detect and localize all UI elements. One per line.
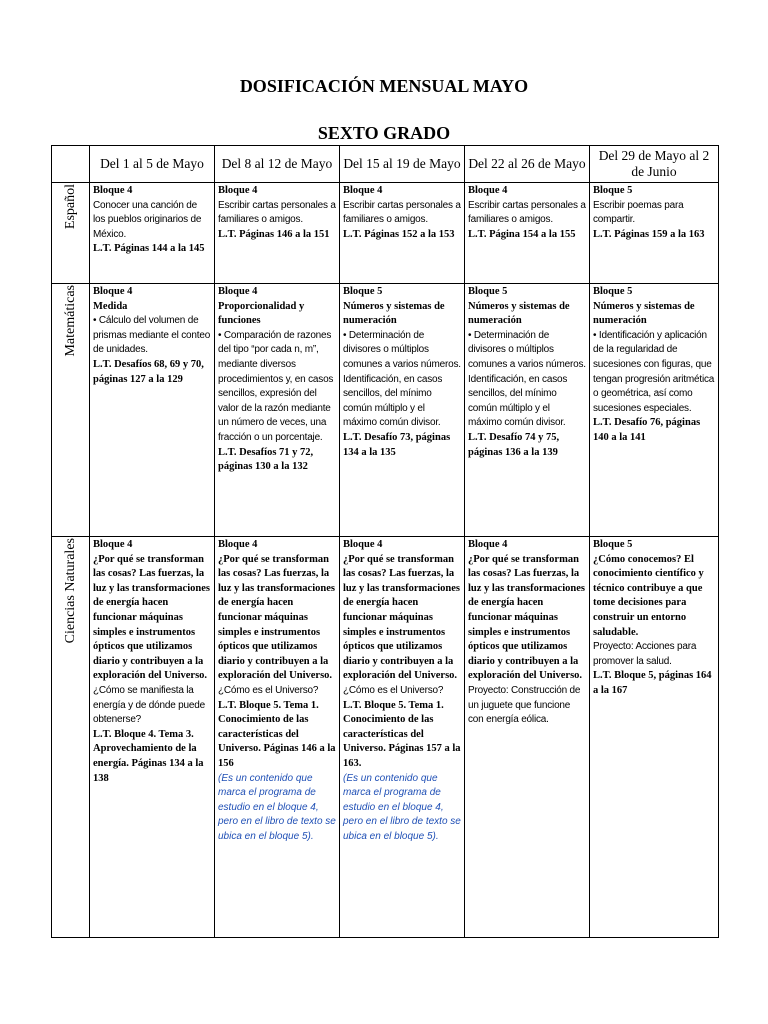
bold-text: L.T. Desafío 73, páginas 134 a la 135 — [343, 431, 451, 458]
bold-text: L.T. Bloque 5. Tema 1. Conocimiento de las características del Universo. Páginas 157 a la 163. — [343, 699, 461, 769]
bold-text: Bloque 4 — [468, 539, 508, 550]
content-cell — [215, 284, 340, 537]
body-text: Escribir cartas personales a familiares o amigos. — [468, 199, 586, 226]
subject-label: Español — [62, 184, 78, 230]
bold-text: Números y sistemas de numeración — [593, 300, 695, 327]
bold-text: Medida — [93, 300, 128, 312]
bold-text: L.T. Desafíos 71 y 72, páginas 130 a la 132 — [218, 446, 314, 473]
content-cell — [465, 537, 590, 938]
bold-text: Bloque 4 — [218, 539, 258, 550]
body-text: ¿Cómo se manifiesta la energía y de dónde puede obtenerse? — [93, 684, 205, 726]
body-text: Escribir poemas para compartir. — [593, 199, 684, 226]
bold-text: Bloque 5 — [468, 286, 508, 297]
content-cell — [340, 537, 465, 938]
bold-text: L.T. Bloque 5, páginas 164 a la 167 — [593, 670, 712, 696]
column-header: Del 15 al 19 de Mayo — [340, 146, 465, 183]
column-header: Del 29 de Mayo al 2 de Junio — [590, 146, 719, 183]
bold-text: Bloque 4 — [343, 185, 383, 196]
note-text: (Es un contenido que marca el programa de estudio en el bloque 4, pero en el libro de texto se ubica en el bloque 5). — [343, 772, 461, 842]
bold-text: Bloque 4 — [218, 286, 258, 297]
bold-text: L.T. Páginas 152 a la 153 — [343, 228, 455, 240]
bold-text: ¿Por qué se transforman las cosas? Las fuerzas, la luz y las transformaciones de energía hacen funcionar máquinas simples e instrumentos ópticos que utilizamos diario y contribuyen a la exploración del Universo. — [343, 553, 460, 682]
table-row — [52, 284, 719, 537]
bold-text: L.T. Desafíos 68, 69 y 70, páginas 127 a la 129 — [93, 358, 204, 385]
schedule-table — [51, 145, 719, 938]
bold-text: Bloque 5 — [593, 286, 633, 297]
bold-text: Bloque 4 — [93, 539, 133, 550]
bold-text: Bloque 4 — [93, 286, 133, 297]
body-text: • Cálculo del volumen de prismas mediante el conteo de unidades. — [93, 315, 211, 356]
content-cell — [590, 284, 719, 537]
corner-cell — [52, 146, 90, 183]
content-cell — [340, 284, 465, 537]
content-cell — [465, 183, 590, 284]
bold-text: L.T. Desafío 74 y 75, páginas 136 a la 139 — [468, 431, 560, 458]
body-text: ¿Cómo es el Universo? — [343, 684, 444, 696]
bold-text: L.T. Bloque 5. Tema 1. Conocimiento de las características del Universo. Páginas 146 a la 156 — [218, 699, 336, 769]
subject-label: Ciencias Naturales — [62, 538, 78, 644]
bold-text: Bloque 5 — [593, 185, 633, 196]
bold-text: L.T. Páginas 146 a la 151 — [218, 228, 330, 240]
bold-text: ¿Por qué se transforman las cosas? Las fuerzas, la luz y las transformaciones de energía hacen funcionar máquinas simples e instrumentos ópticos que utilizamos diario y contribuyen a la exploración del Universo. — [468, 553, 585, 682]
bold-text: L.T. Páginas 159 a la 163 — [593, 228, 705, 240]
body-text: Escribir cartas personales a familiares o amigos. — [343, 199, 461, 226]
content-cell — [90, 183, 215, 284]
document-subtitle: SEXTO GRADO — [317, 123, 451, 143]
column-header: Del 1 al 5 de Mayo — [90, 146, 215, 183]
bold-text: L.T. Bloque 4. Tema 3. Aprovechamiento de la energía. Páginas 134 a la 138 — [93, 728, 204, 784]
content-cell — [590, 183, 719, 284]
bold-text: Proporcionalidad y funciones — [218, 300, 305, 327]
subject-label: Matemáticas — [62, 285, 78, 357]
body-text: • Determinación de divisores o múltiplos comunes a varios números. Identificación, en casos sencillos, del mínimo común múltiplo y el máximo común divisor. — [343, 329, 461, 429]
bold-text: Bloque 4 — [468, 185, 508, 196]
body-text: Escribir cartas personales a familiares o amigos. — [218, 199, 336, 226]
bold-text: ¿Por qué se transforman las cosas? Las fuerzas, la luz y las transformaciones de energía hacen funcionar máquinas simples e instrumentos ópticos que utilizamos diario y contribuyen a la exploración del Universo. — [218, 553, 335, 682]
table-row — [52, 537, 719, 938]
content-cell — [90, 284, 215, 537]
note-text: (Es un contenido que marca el programa de estudio en el bloque 4, pero en el libro de texto se ubica en el bloque 5). — [218, 772, 336, 842]
column-header: Del 22 al 26 de Mayo — [465, 146, 590, 183]
bold-text: Bloque 5 — [593, 539, 633, 550]
bold-text: Bloque 4 — [218, 185, 258, 196]
subject-cell — [52, 537, 90, 938]
body-text: • Comparación de razones del tipo “por cada n, m”, mediante diversos procedimientos y, en casos sencillos, expresión del valor de la razón mediante un número de veces, una fracción o un porcentaje. — [218, 329, 334, 443]
body-text: ¿Cómo es el Universo? — [218, 684, 319, 696]
bold-text: Bloque 4 — [93, 185, 133, 196]
bold-text: L.T. Páginas 144 a la 145 — [93, 243, 205, 255]
table-row — [52, 183, 719, 284]
content-cell — [215, 183, 340, 284]
bold-text: Números y sistemas de numeración — [468, 300, 570, 327]
bold-text: ¿Por qué se transforman las cosas? Las fuerzas, la luz y las transformaciones de energía hacen funcionar máquinas simples e instrumentos ópticos que utilizamos diario y contribuyen a la exploración del Universo. — [93, 553, 210, 682]
bold-text: Bloque 4 — [343, 539, 383, 550]
column-header: Del 8 al 12 de Mayo — [215, 146, 340, 183]
body-text: Proyecto: Construcción de un juguete que funcione con energía eólica. — [468, 684, 581, 726]
document-title: DOSIFICACIÓN MENSUAL MAYO — [239, 76, 529, 96]
body-text: Proyecto: Acciones para promover la salud. — [593, 641, 697, 667]
body-text: Conocer una canción de los pueblos originarios de México. — [93, 199, 202, 240]
content-cell — [90, 537, 215, 938]
header-row — [52, 146, 719, 183]
bold-text: Números y sistemas de numeración — [343, 300, 445, 327]
subject-cell — [52, 183, 90, 284]
content-cell — [340, 183, 465, 284]
content-cell — [465, 284, 590, 537]
subject-cell — [52, 284, 90, 537]
bold-text: Bloque 5 — [343, 286, 383, 297]
bold-text: ¿Cómo conocemos? El conocimiento científico y técnico contribuye a que tome decisiones para construir un entorno saludable. — [593, 553, 704, 638]
bold-text: L.T. Desafío 76, páginas 140 a la 141 — [593, 417, 701, 443]
body-text: • Identificación y aplicación de la regularidad de sucesiones con figuras, que tengan progresión aritmética o geométrica, así como sucesiones especiales. — [593, 329, 715, 414]
content-cell — [215, 537, 340, 938]
body-text: • Determinación de divisores o múltiplos comunes a varios números. Identificación, en casos sencillos, del mínimo común múltiplo y el máximo común divisor. — [468, 329, 586, 429]
bold-text: L.T. Página 154 a la 155 — [468, 228, 576, 240]
content-cell — [590, 537, 719, 938]
